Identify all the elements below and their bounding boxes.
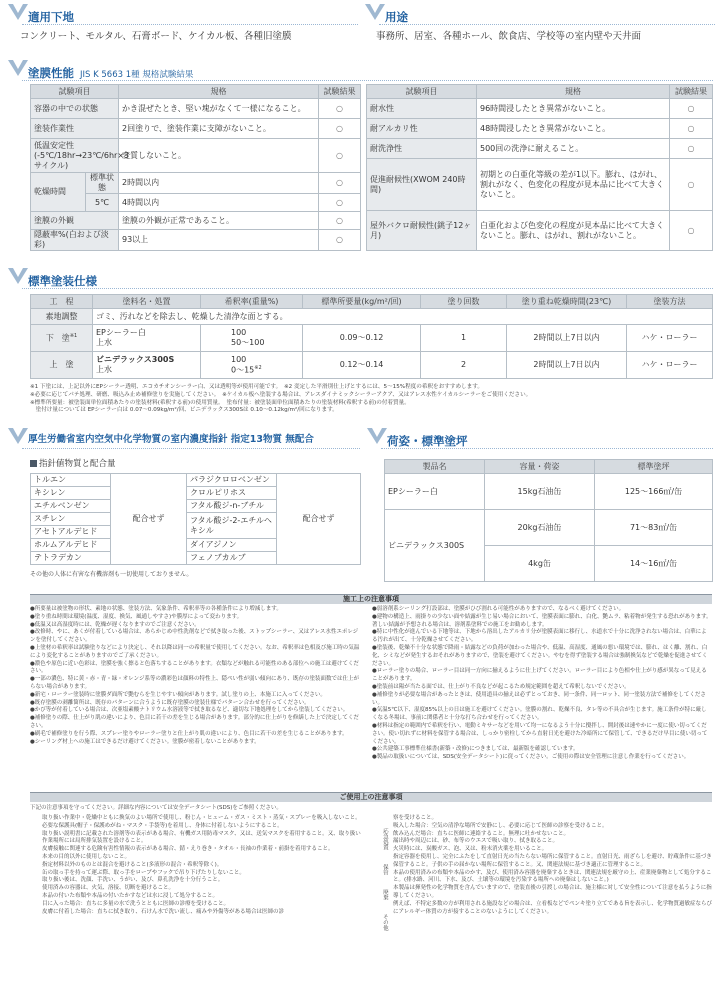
performance-table-left: 試験項目 規格 試験結果 容器の中での状態 かき混ぜたとき、堅い塊がなくて一様になること。 ○ 塗装作業性 2回塗りで、塗装作業に支障がないこと。 ○ 低温安定性(-5℃/18hr→23℃/6hr×3サイクル) 変質しないこと。 ○ 乾燥時間 標準状態 2時間以内 ○ 5℃ 4時間以内 ○ 塗膜の外観 塗膜の外観が正常であること。 ○ 隠蔽率%(白および淡彩) 93以上 ○ [30, 84, 361, 251]
performance-title: 塗膜性能 [28, 66, 74, 80]
section-mhlw [8, 432, 360, 454]
square-bullet-icon [30, 460, 37, 467]
caution-use-intro: 下記の注意事項を守ってください。詳細な内容については安全データシート(SDS)をご参照ください。 [30, 805, 282, 811]
section-performance [8, 64, 713, 86]
purpose-text: 事務所、居室、各種ホール、飲食店、学校等の室内壁や天井面 [376, 31, 642, 42]
v-mark-icon [8, 4, 30, 22]
mhlw-table: トルエン 配合せず パラジクロロベンゼン 配合せず キシレン クロルピリホス エチルベンゼン フタル酸ジ-n-ブチル スチレン フタル酸ジ-2-エチルヘキシル アセトアルデヒド ホルムアルデヒド ダイアジノン テトラデカン フェノブカルブ [30, 473, 361, 565]
section-purpose [365, 8, 715, 30]
section-package [367, 432, 713, 454]
section-substrate [8, 8, 358, 30]
v-mark-icon [8, 60, 30, 78]
section-spec [8, 272, 713, 294]
v-mark-icon [8, 428, 30, 446]
mhlw-note: その他の人体に有害な有機溶剤も一切使用しておりません。 [30, 571, 193, 578]
spec-table: 工 程 塗料名・処置 希釈率(重量%) 標準所要量(kg/m²/回) 塗り回数 塗り重ね乾燥時間(23℃) 塗装方法 素地調整 ゴミ、汚れなどを除去し、乾燥した清浄な面とする。 下 塗$^{※1}$ EPシーラー白 上水 100 50～100 0.09～0.12 1 2時間以上7日以内 ハケ・ローラー 上 塗 ビニデラックス300S 上水 100 0～15$^{※2}$ 0.12～0.14 2 2時間以上7日以内 ハケ・ローラー [30, 294, 713, 379]
v-mark-icon [367, 428, 389, 446]
substrate-text: コンクリート、モルタル、石膏ボード、ケイカル板、各種旧塗膜 [20, 31, 292, 42]
caution-use-right: 察を受けること。 吸入した場合：空気の清浄な場所で安静にし、必要に応じて医師の診察を受けること。 飲み込んだ場合：直ちに医師に連絡すること。無理に吐かせないこと。 漏出時や周辺には、砂、布等のウエスで吸い取り、拭き取ること。 火災時には、炭酸ガス、泡、又は、粉末消火薬を用いること。 指定容器を使用し、完全にふたをして直射日光の当たらない場所に保管すること。直射日光、雨ざらしを避け、貯蔵条件に基づき保管すること。子供の手の届かない場所に保管すること。又、関連法規に基づき適正に管理すること。 本品の使用済みの布類や本品のかす、及び、使用済み容器を廃棄するときは、関連法規を厳守の上、産業廃棄物として処分すること。(排水路、河川、下水、及び、土壌等の環境を汚染する場所への廃棄はしないこと。) 本製品は揮発性の化学物質を含んでいますので、塗装直後の引渡しの場合は、施主様に対して安全性について注意を払うように指導してください。 例えば、不特定多数の方が利用される施設などの場合は、立看板などでペンキ塗り立てである旨を表示し、化学物質過敏症ならびにアレルギー体質の方が接することのないようにしてください。 [393, 815, 713, 915]
v-mark-icon [365, 4, 387, 22]
mhlw-subtitle: 指針値物質と配合量 [30, 459, 116, 470]
spec-notes: ※1 下塗には、上記以外にEPシーラー透明、エコカチオンシーラー白、又は透明等が使用可能です。 ※2 変定した平滑別仕上げとするには、5～15%程度の希釈をおすすめします。 ※必要に応じてパテ処理、研磨、吸込み止め補修塗りを実施してください。 ※ケイカル板へ塗装する場合は、アレスダイナミックシーラーアクア、又はアレス水性ケイカルシーラーをご使用ください。 ※標準所要量：被塗装面単位面積あたりの塗装材料(希釈する前)の使用質量。 塗布付量：被塗装面単位面積あたりの塗装材料(希釈する前)の付着質量。 塗付け量については EPシーラー白は 0.07～0.09kg/m²/回、ビニデラックス300Sは 0.10～0.12kg/m²/回になります。 [30, 384, 532, 414]
caution-use-left: 取り扱い作業中・乾燥中ともに換気のよい場所で使用し、粉じん・ヒューム・ガス・ミスト・蒸気・スプレーを吸入しないこと。必要な保護具(帽子・保護めがね・マスク・手袋等)を着用し、身体に付着しないようにすること。 取り扱い説明書に記載された溶剤等の表示がある場合、有機ガス用防毒マスク、又は、送気マスクを着用すること。又、取り扱い作業場所には局所排気装置を設けること。 皮膚接触に関連する危険有害性情報の表示がある場合、錆・えり巻き・タオル・長袖の作業着・前掛を着用すること。 本来の目的以外に使用しないこと。 指定材料以外のものとは混合を避けること(多液形の混合・希釈等除く)。 缶の取っ手を持って運ぶ際、取っ手をロープやフックで吊り下げたりしないこと。 取り扱い後は、洗顔、手洗い、うがい、及び、鼻孔洗浄を十分行うこと。 使用済みの容器は、火気、溶接、切断を避けること。 本品の付いた布類や本品の付いたかすなどは水に浸して処分すること。 目に入った場合：直ちに多量の水で洗うとともに医師の診療を受けること。 皮膚に付着した場合：直ちに拭き取り、石けん水で洗い流し、痛みや外傷等がある場合は医師の診 [42, 815, 361, 915]
caution-work-header: 施工上の注意事項 [30, 594, 712, 604]
package-title: 荷姿・標準塗坪 [387, 434, 468, 448]
purpose-title: 用途 [385, 10, 408, 24]
v-mark-icon [8, 268, 30, 286]
substrate-title: 適用下地 [28, 10, 74, 24]
caution-work-right: ●弱溶剤系シーリング打設部は、塗膜がひび割れる可能性がありますので、なるべく避けてください。 ●建物の構造上、雨掛りの少ない面や結露が生じ易い場合において、塗膜表面に膨れ、白化、艶ムラ、粘着物が発生する恐れがあります。著しい結露が予想される場合は、溶剤系塗料での施工をお勧めします。 ●特に中性化が進んでいる下地等は、下地から溶出したアルカリ分が塗膜表面に移行し、水道水で十分に洗浄されない場合は、白華による汚れが出て、十分乾燥させてください。 ●塗装後、乾燥不十分な状態で降雨・結露などの負荷が加わった場合や、低温、高湿度、通風の悪い環境では、膨れ、はく離、割れ、白化、シミなどが発生するおそれがありますので、塗装を避けてください。やむを得ず塗装する場合は強制換気などで乾燥を促進させてください。 ●ローラー塗りの場合、ローラー目は同一方向に揃えるように仕上げてください。ローラー目により色相や仕上がり感が異なって見えることがあります。 ●塗装前は陽が当たる面では、仕上がり不良などが起こるため規定範囲を超えて希釈しないでください。 ●補修塗りが必要な場合があったときは、使用道具の揃えは必ずとっておき、同一条件、同一ロット、同一塗装方法で補修をしてください。 ●気温5℃以下、湿度85%以上の日は施工を避けてください。塗膜の割れ、乾燥不良、タレ等の不具合が生じます。施工条件が特に厳しくなる冬場は、事前に関係者と十分な打ち合わせを行ってください。 ●材料は指定の範囲内で希釈を行い、電動ミキサーなどを用いて均一になるよう十分に攪拌し、開封後は速やかに一度に使い切ってください。使い切れずに材料を保管する場合は、しっかり密栓してから直射日光を避けた冷暗所にて保管して、できるだけ早目に使い切ってください。 ●公共建築工事標準仕様書(新築・改修)につきましては、最新版を確認しています。 ●製品の取扱いについては、SDS(安全データシート)に従ってください。ご使用の際は安全管理に注意し作業を行ってください。 [372, 606, 712, 761]
caution-work-left: ●所要量は被塗物の形状、素地の状態、塗装方法、気象条件、希釈率等の各種条件により増減します。 ●塗り重ね時間は環境(温度、湿度、換気、風通しやすさ)や膜厚によって変わります。 ●低温又は高湿度時には、乾燥が遅くなりますのでご注意ください。 ●改修時、やに、あくが付着している場合は、あらかじめ中性洗剤などで拭き取った後、ストップシーラー、又はアレス水性エポレジンを塗付してください。 ●上塗材の希釈率は試験塗りなどにより決定し、それ以降は同一の希釈量で使用してください。なお、希釈率は色相及び施工時の気温により変化することがありますのでご了承ください。 ●濃色や原色に近い色彩は、塗膜を強く擦ると色落ちすることがあります。衣類などが触れる可能性のある部位への施工は避けてください。 ●一部の濃色、特に黄・赤・青・緑・オレンジ系等の濃彩色は顔料の特性上、隠ぺい性が弱い傾向にあり、既存の塗装面数では仕上がらない場合があります。 ●新宅・ローラー塗装時に塗膜ダ面所で艶むらを生じやすい傾向があります。試し塗りの上、本施工に入ってください。 ●既存塗膜の剥離箇所は、既存のパターンに合うように既存塗膜の塗装仕様でパターン合わせを行ってください。 ●かび等が付着している場合は、次亜塩素酸ナトリウム水溶液等で拭き取るなど、適切な下地処理をしてから塗装してください。 ●補修塗りの際、仕上がり肌の違いにより、色目に若干の差を生じる場合があります。部分的に仕上がりを修繕した上で決定してください。 ●刷毛で補修塗りを行う際、スプレー塗りやローラー塗りと仕上がり肌の違いにより、色目に若干の差を生じることがあります。 ●シーリング材上への施工はできるだけ避けてください。塗膜が密着しないことがあります。 [30, 606, 360, 745]
table-cell: 容器の中での状態 [31, 99, 119, 119]
spec-title: 標準塗装仕様 [28, 274, 97, 288]
mhlw-title: 厚生労働省室内空気中化学物質の室内濃度指針 指定13物質 無配合 [28, 434, 314, 445]
package-table: 製品名 容量・荷姿 標準塗坪 EPシーラー白 15kg石油缶 125～166㎡/缶 ビニデラックス300S 20kg石油缶 71～83㎡/缶 4kg缶 14～16㎡/缶 [384, 459, 713, 582]
caution-use-side-labels: 応急処置 保管 廃棄 その他 [381, 828, 388, 931]
performance-table-right: 試験項目 規格 試験結果 耐水性 96時間浸したとき異常がないこと。 ○ 耐アルカリ性 48時間浸したとき異常がないこと。 ○ 耐洗浄性 500回の洗浄に耐えること。 ○ 促進耐候性(XWOM 240時間) 初期との白亜化等級の差が1以下。膨れ、はがれ、割れがなく、色変化の程度が見本品に比べて大きくないこと。 ○ 屋外バクロ耐候性(銚子12ヶ月) 白亜化および色変化の程度が見本品に比べて大きくないこと。膨れ、はがれ、割れがないこと。 ○ [366, 84, 713, 251]
caution-use-header: ご使用上の注意事項 [30, 792, 712, 802]
performance-subtitle: JIS K 5663 1種 規格試験結果 [80, 70, 194, 80]
